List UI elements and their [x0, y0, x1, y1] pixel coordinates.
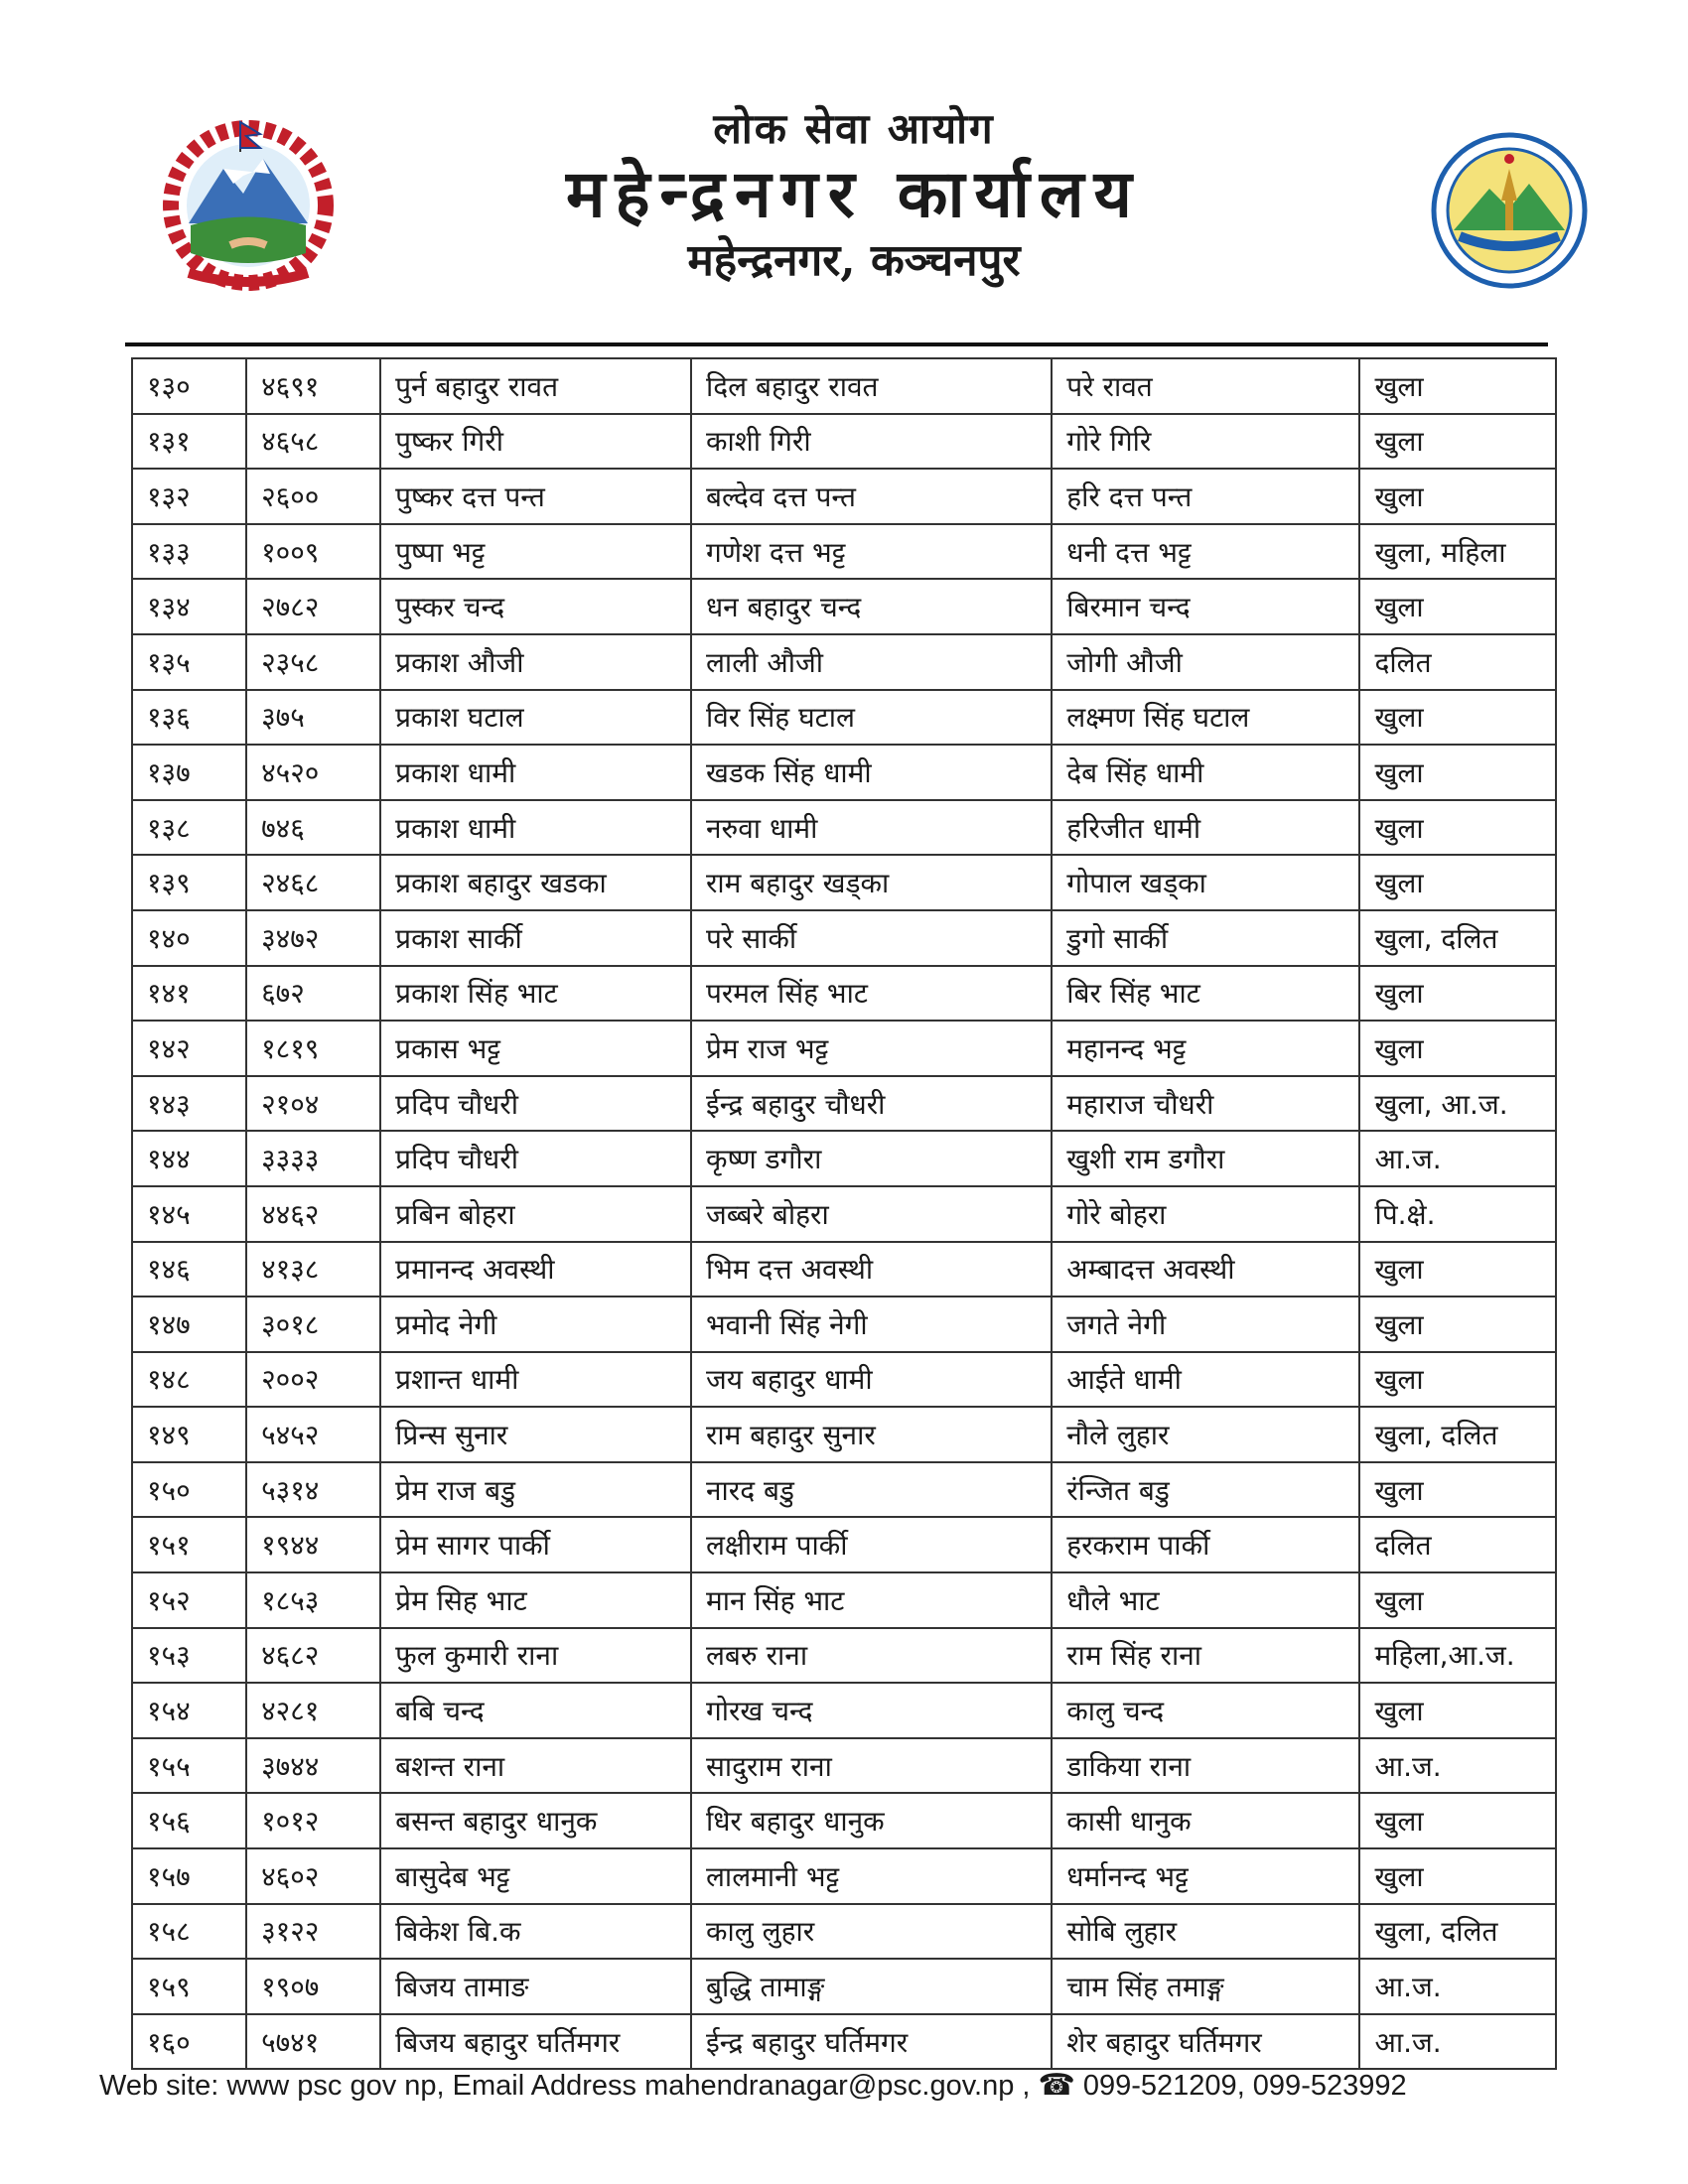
- candidate-name-cell: बिजय बहादुर घर्तिमगर: [380, 2014, 691, 2070]
- grandfather-name-cell: लक्ष्मण सिंह घटाल: [1052, 690, 1359, 746]
- category-cell: खुला: [1359, 966, 1556, 1022]
- father-name-cell: ईन्द्र बहादुर चौधरी: [691, 1076, 1052, 1132]
- candidate-name-cell: बबि चन्द: [380, 1683, 691, 1738]
- category-cell: आ.ज.: [1359, 1738, 1556, 1794]
- grandfather-name-cell: राम सिंह राना: [1052, 1628, 1359, 1684]
- grandfather-name-cell: देब सिंह धामी: [1052, 745, 1359, 800]
- category-cell: महिला,आ.ज.: [1359, 1628, 1556, 1684]
- grandfather-name-cell: जोगी औजी: [1052, 634, 1359, 690]
- table-row: [132, 469, 1556, 524]
- grandfather-name-cell: सोबि लुहार: [1052, 1904, 1359, 1960]
- serial-number-cell: १५१: [132, 1517, 246, 1572]
- category-cell: खुला: [1359, 690, 1556, 746]
- candidate-name-cell: प्रदिप चौधरी: [380, 1076, 691, 1132]
- serial-number-cell: १३७: [132, 745, 246, 800]
- roll-number-cell: १८१९: [246, 1021, 380, 1076]
- roll-number-cell: ३३३३: [246, 1131, 380, 1186]
- table-row: [132, 1352, 1556, 1408]
- contact-footer: [99, 2068, 1589, 2103]
- serial-number-cell: १३२: [132, 469, 246, 524]
- grandfather-name-cell: चाम सिंह तमाङ्ग: [1052, 1959, 1359, 2014]
- table-row: [132, 634, 1556, 690]
- father-name-cell: गोरख चन्द: [691, 1683, 1052, 1738]
- father-name-cell: कृष्ण डगौरा: [691, 1131, 1052, 1186]
- table-row: [132, 800, 1556, 856]
- serial-number-cell: १३९: [132, 855, 246, 910]
- father-name-cell: लबरु राना: [691, 1628, 1052, 1684]
- grandfather-name-cell: कासी धानुक: [1052, 1793, 1359, 1848]
- table-row: [132, 910, 1556, 966]
- roll-number-cell: ४६९१: [246, 358, 380, 414]
- father-name-cell: लालमानी भट्ट: [691, 1848, 1052, 1904]
- candidate-name-cell: प्रकाश धामी: [380, 800, 691, 856]
- roll-number-cell: ७४६: [246, 800, 380, 856]
- category-cell: खुला: [1359, 1021, 1556, 1076]
- header-divider: [125, 342, 1548, 346]
- office-location: महेन्द्रनगर, कञ्चनपुर: [687, 235, 1021, 286]
- table-row: [132, 855, 1556, 910]
- category-cell: खुला, दलित: [1359, 1904, 1556, 1960]
- serial-number-cell: १३१: [132, 414, 246, 470]
- category-cell: खुला: [1359, 414, 1556, 470]
- serial-number-cell: १५५: [132, 1738, 246, 1794]
- table-row: [132, 1738, 1556, 1794]
- roll-number-cell: ३४७२: [246, 910, 380, 966]
- category-cell: खुला: [1359, 358, 1556, 414]
- father-name-cell: भवानी सिंह नेगी: [691, 1297, 1052, 1352]
- serial-number-cell: १३३: [132, 524, 246, 580]
- serial-number-cell: १३५: [132, 634, 246, 690]
- category-cell: खुला: [1359, 1793, 1556, 1848]
- serial-number-cell: १३६: [132, 690, 246, 746]
- category-cell: खुला: [1359, 855, 1556, 910]
- roll-number-cell: ४६०२: [246, 1848, 380, 1904]
- category-cell: खुला: [1359, 1297, 1556, 1352]
- candidate-name-cell: प्रकाश धामी: [380, 745, 691, 800]
- footer-phones: 099-521209, 099-523992: [1082, 2070, 1407, 2102]
- father-name-cell: विर सिंह घटाल: [691, 690, 1052, 746]
- category-cell: आ.ज.: [1359, 2014, 1556, 2070]
- candidate-name-cell: प्रकाश औजी: [380, 634, 691, 690]
- father-name-cell: परे सार्की: [691, 910, 1052, 966]
- roll-number-cell: १०१२: [246, 1793, 380, 1848]
- nepal-emblem-logo: [149, 114, 348, 293]
- table-row: [132, 745, 1556, 800]
- grandfather-name-cell: धर्मानन्द भट्ट: [1052, 1848, 1359, 1904]
- table-row: [132, 1904, 1556, 1960]
- candidate-name-cell: प्रकाश बहादुर खडका: [380, 855, 691, 910]
- roll-number-cell: ३१२२: [246, 1904, 380, 1960]
- father-name-cell: परमल सिंह भाट: [691, 966, 1052, 1022]
- father-name-cell: खडक सिंह धामी: [691, 745, 1052, 800]
- grandfather-name-cell: हरकराम पार्की: [1052, 1517, 1359, 1572]
- candidate-name-cell: प्रमोद नेगी: [380, 1297, 691, 1352]
- roll-number-cell: ४१३८: [246, 1242, 380, 1297]
- roll-number-cell: २३५८: [246, 634, 380, 690]
- father-name-cell: राम बहादुर सुनार: [691, 1407, 1052, 1462]
- roll-number-cell: ६७२: [246, 966, 380, 1022]
- table-row: [132, 1186, 1556, 1242]
- father-name-cell: लाली औजी: [691, 634, 1052, 690]
- table-row: [132, 1572, 1556, 1628]
- serial-number-cell: १३०: [132, 358, 246, 414]
- serial-number-cell: १४५: [132, 1186, 246, 1242]
- grandfather-name-cell: परे रावत: [1052, 358, 1359, 414]
- roll-number-cell: ४६८२: [246, 1628, 380, 1684]
- father-name-cell: कालु लुहार: [691, 1904, 1052, 1960]
- roll-number-cell: ३७४४: [246, 1738, 380, 1794]
- father-name-cell: बल्देव दत्त पन्त: [691, 469, 1052, 524]
- grandfather-name-cell: महानन्द भट्ट: [1052, 1021, 1359, 1076]
- category-cell: खुला, दलित: [1359, 910, 1556, 966]
- roll-number-cell: ५४५२: [246, 1407, 380, 1462]
- footer-website-email: Web site: www psc gov np, Email Address mahendranagar@psc.gov.np ,: [99, 2070, 1031, 2102]
- father-name-cell: राम बहादुर खड्का: [691, 855, 1052, 910]
- father-name-cell: भिम दत्त अवस्थी: [691, 1242, 1052, 1297]
- candidate-name-cell: पुष्कर दत्त पन्त: [380, 469, 691, 524]
- category-cell: खुला: [1359, 800, 1556, 856]
- grandfather-name-cell: धौले भाट: [1052, 1572, 1359, 1628]
- category-cell: खुला: [1359, 1683, 1556, 1738]
- candidate-name-cell: पुर्न बहादुर रावत: [380, 358, 691, 414]
- table-row: [132, 414, 1556, 470]
- father-name-cell: ईन्द्र बहादुर घर्तिमगर: [691, 2014, 1052, 2070]
- roll-number-cell: ४२८१: [246, 1683, 380, 1738]
- grandfather-name-cell: खुशी राम डगौरा: [1052, 1131, 1359, 1186]
- serial-number-cell: १४७: [132, 1297, 246, 1352]
- candidate-name-cell: प्रदिप चौधरी: [380, 1131, 691, 1186]
- roll-number-cell: ४५२०: [246, 745, 380, 800]
- category-cell: खुला: [1359, 745, 1556, 800]
- table-row: [132, 1297, 1556, 1352]
- grandfather-name-cell: डुगो सार्की: [1052, 910, 1359, 966]
- candidate-name-cell: पुस्कर चन्द: [380, 579, 691, 634]
- grandfather-name-cell: गोरे गिरि: [1052, 414, 1359, 470]
- father-name-cell: जय बहादुर धामी: [691, 1352, 1052, 1408]
- grandfather-name-cell: गोपाल खड्का: [1052, 855, 1359, 910]
- roll-number-cell: १९०७: [246, 1959, 380, 2014]
- grandfather-name-cell: रंन्जित बडु: [1052, 1462, 1359, 1518]
- father-name-cell: धिर बहादुर धानुक: [691, 1793, 1052, 1848]
- table-row: [132, 1407, 1556, 1462]
- serial-number-cell: १५९: [132, 1959, 246, 2014]
- table-row: [132, 1628, 1556, 1684]
- grandfather-name-cell: शेर बहादुर घर्तिमगर: [1052, 2014, 1359, 2070]
- father-name-cell: नारद बडु: [691, 1462, 1052, 1518]
- candidate-name-cell: प्रकास भट्ट: [380, 1021, 691, 1076]
- grandfather-name-cell: बिरमान चन्द: [1052, 579, 1359, 634]
- grandfather-name-cell: धनी दत्त भट्ट: [1052, 524, 1359, 580]
- candidate-name-cell: बासुदेब भट्ट: [380, 1848, 691, 1904]
- candidate-name-cell: बशन्त राना: [380, 1738, 691, 1794]
- father-name-cell: मान सिंह भाट: [691, 1572, 1052, 1628]
- table-row: [132, 1793, 1556, 1848]
- candidate-name-cell: प्रेम सिह भाट: [380, 1572, 691, 1628]
- candidate-name-cell: प्रकाश सार्की: [380, 910, 691, 966]
- table-row: [132, 1131, 1556, 1186]
- table-row: [132, 1848, 1556, 1904]
- candidate-name-cell: प्रेम सागर पार्की: [380, 1517, 691, 1572]
- category-cell: खुला: [1359, 1462, 1556, 1518]
- father-name-cell: नरुवा धामी: [691, 800, 1052, 856]
- category-cell: खुला: [1359, 1848, 1556, 1904]
- roll-number-cell: ४४६२: [246, 1186, 380, 1242]
- roll-number-cell: १००९: [246, 524, 380, 580]
- serial-number-cell: १४६: [132, 1242, 246, 1297]
- page-header: [0, 0, 1688, 328]
- candidate-name-cell: प्रबिन बोहरा: [380, 1186, 691, 1242]
- candidate-name-cell: प्रकाश घटाल: [380, 690, 691, 746]
- father-name-cell: दिल बहादुर रावत: [691, 358, 1052, 414]
- table-row: [132, 524, 1556, 580]
- table-row: [132, 579, 1556, 634]
- roll-number-cell: २००२: [246, 1352, 380, 1408]
- category-cell: खुला: [1359, 469, 1556, 524]
- candidate-name-cell: बसन्त बहादुर धानुक: [380, 1793, 691, 1848]
- table-row: [132, 2014, 1556, 2070]
- grandfather-name-cell: गोरे बोहरा: [1052, 1186, 1359, 1242]
- roll-number-cell: ४६५८: [246, 414, 380, 470]
- candidate-name-cell: पुष्पा भट्ट: [380, 524, 691, 580]
- table-row: [132, 690, 1556, 746]
- serial-number-cell: १४४: [132, 1131, 246, 1186]
- category-cell: आ.ज.: [1359, 1959, 1556, 2014]
- serial-number-cell: १५२: [132, 1572, 246, 1628]
- roll-number-cell: २१०४: [246, 1076, 380, 1132]
- grandfather-name-cell: आईते धामी: [1052, 1352, 1359, 1408]
- category-cell: खुला, दलित: [1359, 1407, 1556, 1462]
- grandfather-name-cell: अम्बादत्त अवस्थी: [1052, 1242, 1359, 1297]
- serial-number-cell: १४०: [132, 910, 246, 966]
- serial-number-cell: १४३: [132, 1076, 246, 1132]
- category-cell: खुला: [1359, 1352, 1556, 1408]
- grandfather-name-cell: डाकिया राना: [1052, 1738, 1359, 1794]
- category-cell: खुला, महिला: [1359, 524, 1556, 580]
- candidate-name-cell: प्रशान्त धामी: [380, 1352, 691, 1408]
- table-row: [132, 966, 1556, 1022]
- candidate-name-cell: बिजय तामाङ: [380, 1959, 691, 2014]
- serial-number-cell: १३४: [132, 579, 246, 634]
- grandfather-name-cell: जगते नेगी: [1052, 1297, 1359, 1352]
- category-cell: दलित: [1359, 634, 1556, 690]
- title-block: [357, 104, 1350, 289]
- grandfather-name-cell: महाराज चौधरी: [1052, 1076, 1359, 1132]
- candidate-name-cell: फुल कुमारी राना: [380, 1628, 691, 1684]
- father-name-cell: काशी गिरी: [691, 414, 1052, 470]
- category-cell: खुला: [1359, 1242, 1556, 1297]
- table-row: [132, 358, 1556, 414]
- candidate-name-cell: पुष्कर गिरी: [380, 414, 691, 470]
- candidate-name-cell: प्रकाश सिंह भाट: [380, 966, 691, 1022]
- father-name-cell: बुद्धि तामाङ्ग: [691, 1959, 1052, 2014]
- father-name-cell: प्रेम राज भट्ट: [691, 1021, 1052, 1076]
- candidate-name-cell: प्रिन्स सुनार: [380, 1407, 691, 1462]
- roll-number-cell: २४६८: [246, 855, 380, 910]
- roll-number-cell: २६००: [246, 469, 380, 524]
- category-cell: पि.क्षे.: [1359, 1186, 1556, 1242]
- roll-number-cell: ५७४१: [246, 2014, 380, 2070]
- serial-number-cell: १५७: [132, 1848, 246, 1904]
- grandfather-name-cell: हरिजीत धामी: [1052, 800, 1359, 856]
- category-cell: खुला, आ.ज.: [1359, 1076, 1556, 1132]
- serial-number-cell: १५४: [132, 1683, 246, 1738]
- roll-number-cell: ५३१४: [246, 1462, 380, 1518]
- grandfather-name-cell: बिर सिंह भाट: [1052, 966, 1359, 1022]
- candidate-name-cell: प्रेम राज बडु: [380, 1462, 691, 1518]
- grandfather-name-cell: कालु चन्द: [1052, 1683, 1359, 1738]
- serial-number-cell: १५८: [132, 1904, 246, 1960]
- table-row: [132, 1242, 1556, 1297]
- serial-number-cell: १३८: [132, 800, 246, 856]
- table-row: [132, 1959, 1556, 2014]
- results-table: [131, 357, 1557, 2070]
- table-row: [132, 1462, 1556, 1518]
- psc-logo: [1430, 129, 1589, 293]
- roll-number-cell: ३०१८: [246, 1297, 380, 1352]
- father-name-cell: गणेश दत्त भट्ट: [691, 524, 1052, 580]
- category-cell: दलित: [1359, 1517, 1556, 1572]
- category-cell: खुला: [1359, 579, 1556, 634]
- father-name-cell: सादुराम राना: [691, 1738, 1052, 1794]
- candidate-name-cell: प्रमानन्द अवस्थी: [380, 1242, 691, 1297]
- office-name: महेन्द्रनगर कार्यालय: [566, 155, 1142, 232]
- father-name-cell: जब्बरे बोहरा: [691, 1186, 1052, 1242]
- roll-number-cell: १९४४: [246, 1517, 380, 1572]
- telephone-icon: ☎: [1038, 2069, 1075, 2102]
- serial-number-cell: १५६: [132, 1793, 246, 1848]
- table-row: [132, 1021, 1556, 1076]
- serial-number-cell: १४९: [132, 1407, 246, 1462]
- table-row: [132, 1076, 1556, 1132]
- roll-number-cell: ३७५: [246, 690, 380, 746]
- candidate-name-cell: बिकेश बि.क: [380, 1904, 691, 1960]
- serial-number-cell: १४१: [132, 966, 246, 1022]
- category-cell: खुला: [1359, 1572, 1556, 1628]
- serial-number-cell: १६०: [132, 2014, 246, 2070]
- organization-name: लोक सेवा आयोग: [713, 104, 995, 153]
- roll-number-cell: १८५३: [246, 1572, 380, 1628]
- table-row: [132, 1517, 1556, 1572]
- father-name-cell: लक्षीराम पार्की: [691, 1517, 1052, 1572]
- father-name-cell: धन बहादुर चन्द: [691, 579, 1052, 634]
- serial-number-cell: १४२: [132, 1021, 246, 1076]
- table-row: [132, 1683, 1556, 1738]
- category-cell: आ.ज.: [1359, 1131, 1556, 1186]
- serial-number-cell: १५०: [132, 1462, 246, 1518]
- serial-number-cell: १५३: [132, 1628, 246, 1684]
- grandfather-name-cell: हरि दत्त पन्त: [1052, 469, 1359, 524]
- roll-number-cell: २७८२: [246, 579, 380, 634]
- grandfather-name-cell: नौले लुहार: [1052, 1407, 1359, 1462]
- serial-number-cell: १४८: [132, 1352, 246, 1408]
